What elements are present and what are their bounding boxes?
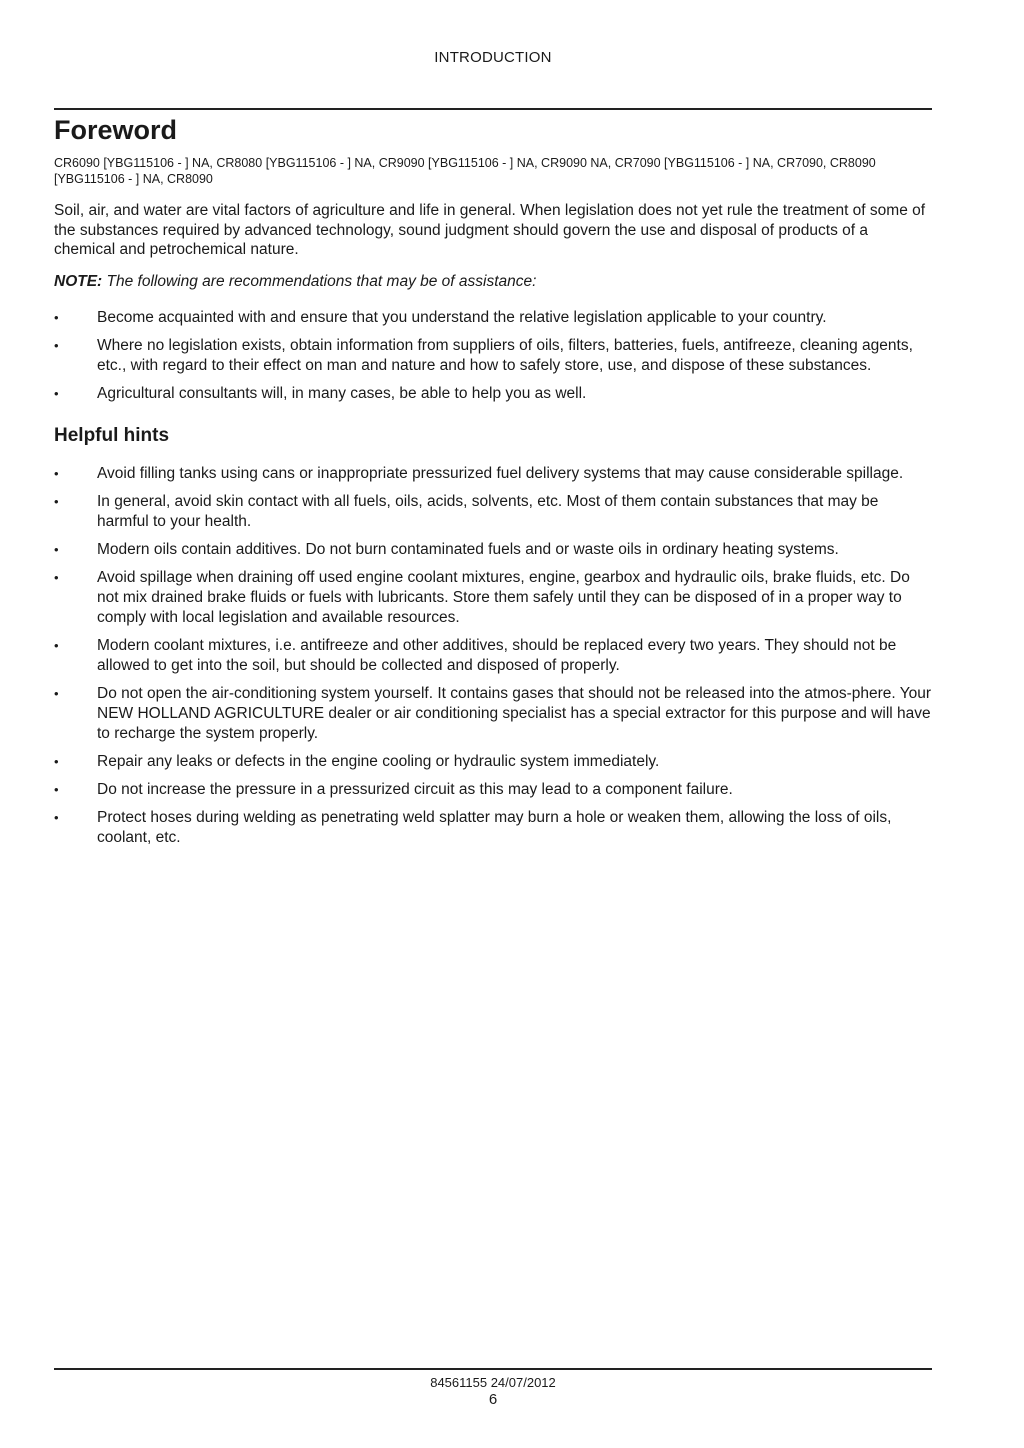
bullet-icon: • bbox=[54, 754, 59, 769]
subsection-title: Helpful hints bbox=[54, 425, 170, 446]
page-content bbox=[54, 112, 932, 856]
list-item-text: Modern coolant mixtures, i.e. antifreeze and other additives, should be replaced every two years. They should not be allowed to get into the soil, but should be collected and disposed of properly. bbox=[97, 637, 897, 674]
list-item bbox=[54, 808, 932, 848]
list-item bbox=[54, 636, 932, 676]
list-item-text: Avoid spillage when draining off used engine coolant mixtures, engine, gearbox and hydraulic oils, brake fluids, etc. Do not mix drained brake fluids or fuels with lubricants. Store them safely until they can be disposed of in a proper way to comply with local legislation and available resources. bbox=[97, 569, 910, 626]
bullet-icon: • bbox=[54, 686, 59, 701]
bullet-icon: • bbox=[54, 782, 59, 797]
list-item-text: Do not increase the pressure in a pressurized circuit as this may lead to a component failure. bbox=[97, 781, 733, 798]
list-item bbox=[54, 492, 932, 532]
bullet-icon: • bbox=[54, 310, 59, 325]
list-item-text: In general, avoid skin contact with all fuels, oils, acids, solvents, etc. Most of them contain substances that may be harmful to your health. bbox=[97, 493, 879, 530]
list-item bbox=[54, 384, 932, 404]
footer-rule bbox=[54, 1368, 932, 1370]
bullet-icon: • bbox=[54, 338, 59, 353]
document-code: 84561155 24/07/2012 bbox=[430, 1375, 556, 1390]
list-item-text: Become acquainted with and ensure that you understand the relative legislation applicable to your country. bbox=[97, 309, 827, 326]
note-paragraph bbox=[54, 272, 932, 292]
list-item bbox=[54, 540, 932, 560]
list-item-text: Where no legislation exists, obtain information from suppliers of oils, filters, batteries, fuels, antifreeze, cleaning agents, etc., with regard to their effect on man and nature and how to safely store, use, and dispose of these substances. bbox=[97, 337, 913, 374]
bullet-icon: • bbox=[54, 386, 59, 401]
page-number: 6 bbox=[488, 1391, 498, 1408]
list-item-text: Do not open the air-conditioning system yourself. It contains gases that should not be released into the atmos-phere. Your NEW HOLLAND AGRICULTURE dealer or air conditioning specialist has a special extractor for this purpose and will have to recharge the system properly. bbox=[97, 685, 932, 742]
list-item bbox=[54, 464, 932, 484]
recommendation-list bbox=[54, 308, 932, 404]
list-item bbox=[54, 752, 932, 772]
list-item-text: Protect hoses during welding as penetrating weld splatter may burn a hole or weaken them, allowing the loss of oils, coolant, etc. bbox=[97, 809, 892, 846]
bullet-icon: • bbox=[54, 570, 59, 585]
bullet-icon: • bbox=[54, 810, 59, 825]
note-label: NOTE: bbox=[54, 272, 103, 290]
list-item bbox=[54, 684, 932, 744]
bullet-icon: • bbox=[54, 638, 59, 653]
list-item-text: Repair any leaks or defects in the engine cooling or hydraulic system immediately. bbox=[97, 753, 660, 770]
hints-list bbox=[54, 464, 932, 848]
bullet-icon: • bbox=[54, 542, 59, 557]
list-item-text: Agricultural consultants will, in many cases, be able to help you as well. bbox=[97, 385, 587, 402]
list-item bbox=[54, 568, 932, 628]
list-item-text: Avoid filling tanks using cans or inappropriate pressurized fuel delivery systems that may cause considerable spillage. bbox=[97, 465, 904, 482]
intro-paragraph: Soil, air, and water are vital factors of agriculture and life in general. When legislation does not yet rule the treatment of some of the substances required by advanced technology, sound judgment should govern the use and disposal of products of a chemical and petrochemical nature. bbox=[54, 202, 926, 258]
section-title: Foreword bbox=[54, 115, 178, 145]
note-text: The following are recommendations that may be of assistance: bbox=[106, 272, 537, 290]
list-item bbox=[54, 336, 932, 376]
list-item bbox=[54, 780, 932, 800]
model-list: CR6090 [YBG115106 - ] NA, CR8080 [YBG115106 - ] NA, CR9090 [YBG115106 - ] NA, CR9090 NA, CR7090 [YBG115106 - ] NA, CR7090, CR8090 [YBG115106 - ] NA, CR8090 bbox=[54, 156, 876, 186]
bullet-icon: • bbox=[54, 466, 59, 481]
list-item bbox=[54, 308, 932, 328]
running-header: INTRODUCTION bbox=[434, 49, 552, 66]
bullet-icon: • bbox=[54, 494, 59, 509]
list-item-text: Modern oils contain additives. Do not burn contaminated fuels and or waste oils in ordinary heating systems. bbox=[97, 541, 839, 558]
header-rule bbox=[54, 108, 932, 110]
